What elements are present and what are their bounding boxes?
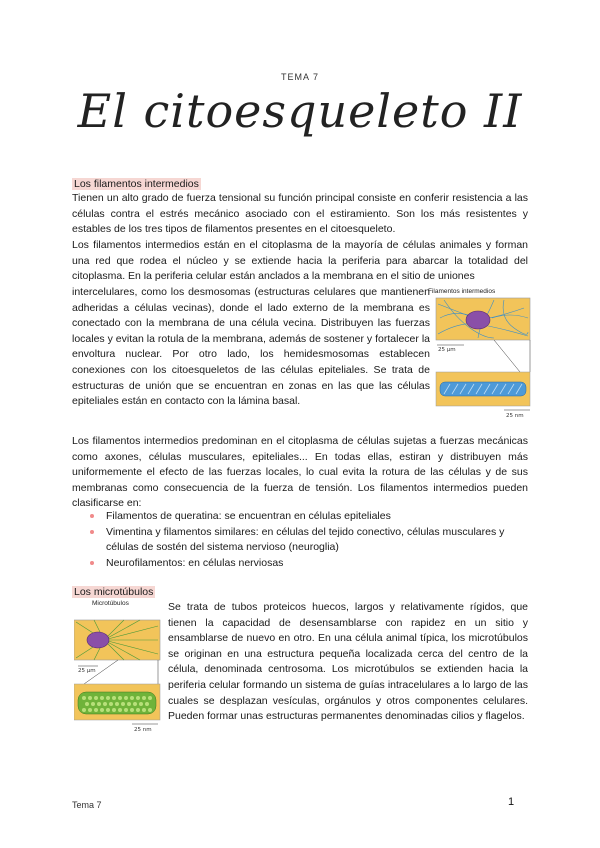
list-item [90, 525, 530, 556]
figure-label: Microtúbulos [92, 600, 129, 607]
list-item [90, 509, 530, 525]
scale-top-label: 25 µm [438, 347, 456, 353]
section-heading-microtubules: Los microtúbulos [74, 586, 154, 598]
filament-types-list [90, 509, 530, 571]
list-item-text: Filamentos de queratina: se encuentran en células epiteliales [106, 510, 391, 522]
page-number: 1 [508, 796, 515, 808]
bullet-dot-icon [90, 514, 94, 518]
page-title: El citoesqueleto II [77, 84, 523, 138]
scale-bottom-label: 25 nm [506, 413, 524, 419]
paragraph-intermediate-3: intercelulares, como los desmosomas (estructuras celulares que mantienen adheridas a células vecinas), donde el lado externo de la membrana es conectado con la membrana de una célula vecina. Distribuyen las fuerzas locales y evitan la rotula de la membrana, además de sostener y fortalecer la envoltura nuclear. Por otro lado, los hemidesmosomas establecen conexiones con los citoesqueletos de las células epiteliales. Se trata de estructuras de unión que se encuentran en zonas en las que las células epiteliales están en contacto con la lámina basal. [72, 286, 430, 408]
figure-label: Filamentos intermedios [428, 288, 496, 295]
figure-intermediate-filaments [428, 288, 532, 420]
paragraph-intermediate-1: Tienen un alto grado de fuerza tensional su función principal consiste en conferir resistencia a las células contra el estrés mecánico asociado con el estiramiento. Son los más resistentes y estables de los tres tipos de filamentos presentes en el citoesqueleto. [72, 192, 528, 236]
intermediate-filaments-illustration [434, 288, 532, 420]
scale-top-label: 25 µm [78, 668, 96, 674]
bullet-dot-icon [90, 530, 94, 534]
list-item-text: Neurofilamentos: en células nerviosas [106, 556, 284, 569]
scale-bottom-label: 25 nm [134, 727, 152, 732]
figure-microtubules [74, 600, 162, 732]
microtubules-illustration [74, 600, 162, 732]
paragraph-microtubules-1: Se trata de tubos proteicos huecos, largos y relativamente rígidos, que tienen la capacidad de desensamblarse con rapidez en un sitio y ensamblarse de nuevo en otro. En una célula animal típica, los microtúbulos se originan en una estructura pequeña localizada cerca del centro de la célula, denominada centrosoma. Los microtúbulos se extienden hacia la periferia celular formando un sistema de guías intracelulares a lo largo de las cuales se desplazan vesículas, orgánulos y otros componentes celulares. Pueden formar unas estructuras permanentes denominadas cilios y flagelos. [168, 601, 528, 723]
section-heading-intermediate: Los filamentos intermedios [74, 178, 199, 190]
bullet-dot-icon [90, 561, 94, 565]
footer-label: Tema 7 [72, 800, 102, 810]
list-item [90, 556, 530, 572]
page-label: TEMA 7 [280, 72, 319, 82]
list-item-text: Vimentina y filamentos similares: en células del tejido conectivo, células musculares y células de sostén del sistema nervioso (neuroglia) [106, 525, 505, 554]
paragraph-intermediate-4: Los filamentos intermedios predominan en el citoplasma de células sujetas a fuerzas mecánicas como axones, células musculares, epiteliales... En todas ellas, estiran y distribuyen más uniformemente el efecto de las fuerzas locales, lo cual evita la rotura de las células y de sus membranas como consecuencia de la fuerza de tensión. Los filamentos intermedios pueden clasificarse en: [72, 435, 528, 510]
paragraph-intermediate-2: Los filamentos intermedios están en el citoplasma de la mayoría de células animales y forman una red que rodea el núcleo y se extiende hacia la periferia para abarcar la totalidad del citoplasma. En la periferia celular están anclados a la membrana en el sitio de uniones [72, 239, 528, 283]
